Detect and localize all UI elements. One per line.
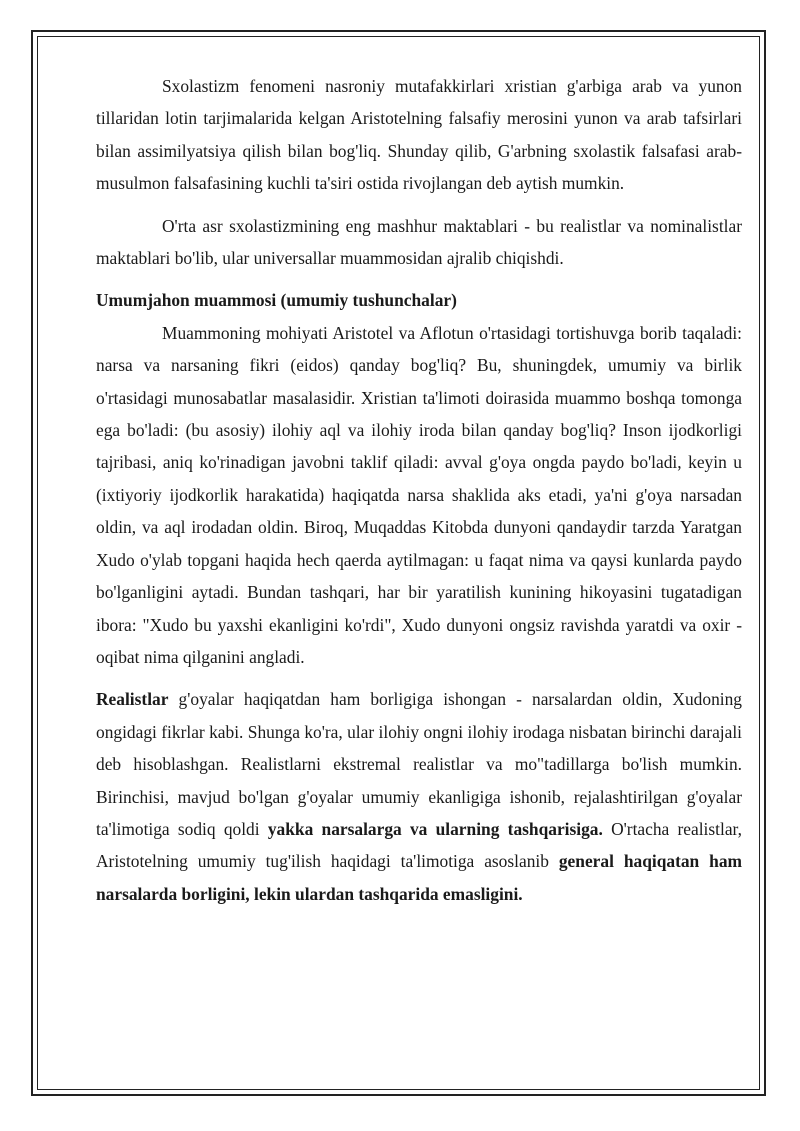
paragraph-realists [96,683,742,910]
bold-phrase-2: general haqiqatan ham narsalarda borligini, lekin ulardan tashqarida emasligini. [96,851,743,904]
realists-text-1: g'oyalar haqiqatdan ham borligiga ishongan - narsalardan oldin, Xudoning ongidagi fikrlar kabi. Shunga ko'ra, ular ilohiy ongni ilohiy irodaga nisbatan birinchi darajali deb hisoblashgan. Realistlarni ekstremal realistlar va mo"tadillarga bo'lish mumkin. Birinchisi, mavjud bo'lgan g'oyalar umumiy ekanligiga ishonib, rejalashtirilgan g'oyalar ta'limotiga sodiq qoldi [96,689,742,839]
paragraph-scholasticism: Sxolastizm fenomeni nasroniy mutafakkirlari xristian g'arbiga arab va yunon tillaridan lotin tarjimalarida kelgan Aristotelning falsafiy merosini yunon va arab tafsirlari bilan assimilyatsiya qilish bilan bog'liq. Shunday qilib, G'arbning sxolastik falsafasi arab-musulmon falsafasining kuchli ta'siri ostida rivojlangan deb aytish mumkin. [96,76,742,194]
paragraph-schools: O'rta asr sxolastizmining eng mashhur maktablari - bu realistlar va nominalistlar maktablari bo'lib, ular universallar muammosidan ajralib chiqishdi. [96,215,742,269]
paragraph-problem: Muammoning mohiyati Aristotel va Aflotun o'rtasidagi tortishuvga borib taqaladi: narsa va narsaning fikri (eidos) qanday bog'liq? Bu, shuningdek, umumiy va birlik o'rtasidagi munosabatlar masalasidir. Xristian ta'limoti doirasida muammo boshqa tomonga ega bo'ladi: (bu asosiy) ilohiy aql va ilohiy iroda bilan qanday bog'liq? Inson ijodkorligi tajribasi, aniq ko'rinadigan javobni taklif qiladi: avval g'oya ongda paydo bo'ladi, keyin u (ixtiyoriy ijodkorlik harakatida) haqiqatda narsa shaklida aks etadi, ya'ni g'oya narsadan oldin, va aql irodadan oldin. Biroq, Muqaddas Kitobda dunyoni qandaydir tarzda Yaratgan Xudo o'ylab topgani haqida hech qaerda aytilmagan: u faqat nima va qaysi kunlarda paydo bo'lganligini aytadi. Bundan tashqari, har bir yaratilish kunining hikoyasini tugatadigan ibora: "Xudo bu yaxshi ekanligini ko'rdi", Xudo dunyoni ongsiz ravishda yaratdi va oxir -oqibat nima qilganini angladi. [96,322,742,667]
document-body [96,70,742,910]
section-heading: Umumjahon muammosi (umumiy tushunchalar) [96,290,457,311]
realists-text-2: O'rtacha realistlar, Aristotelning umumiy tug'ilish haqidagi ta'limotiga asoslanib [96,818,742,872]
bold-term-realists: Realistlar [96,689,169,710]
bold-phrase-1: yakka narsalarga va ularning tashqarisiga. [267,818,603,839]
